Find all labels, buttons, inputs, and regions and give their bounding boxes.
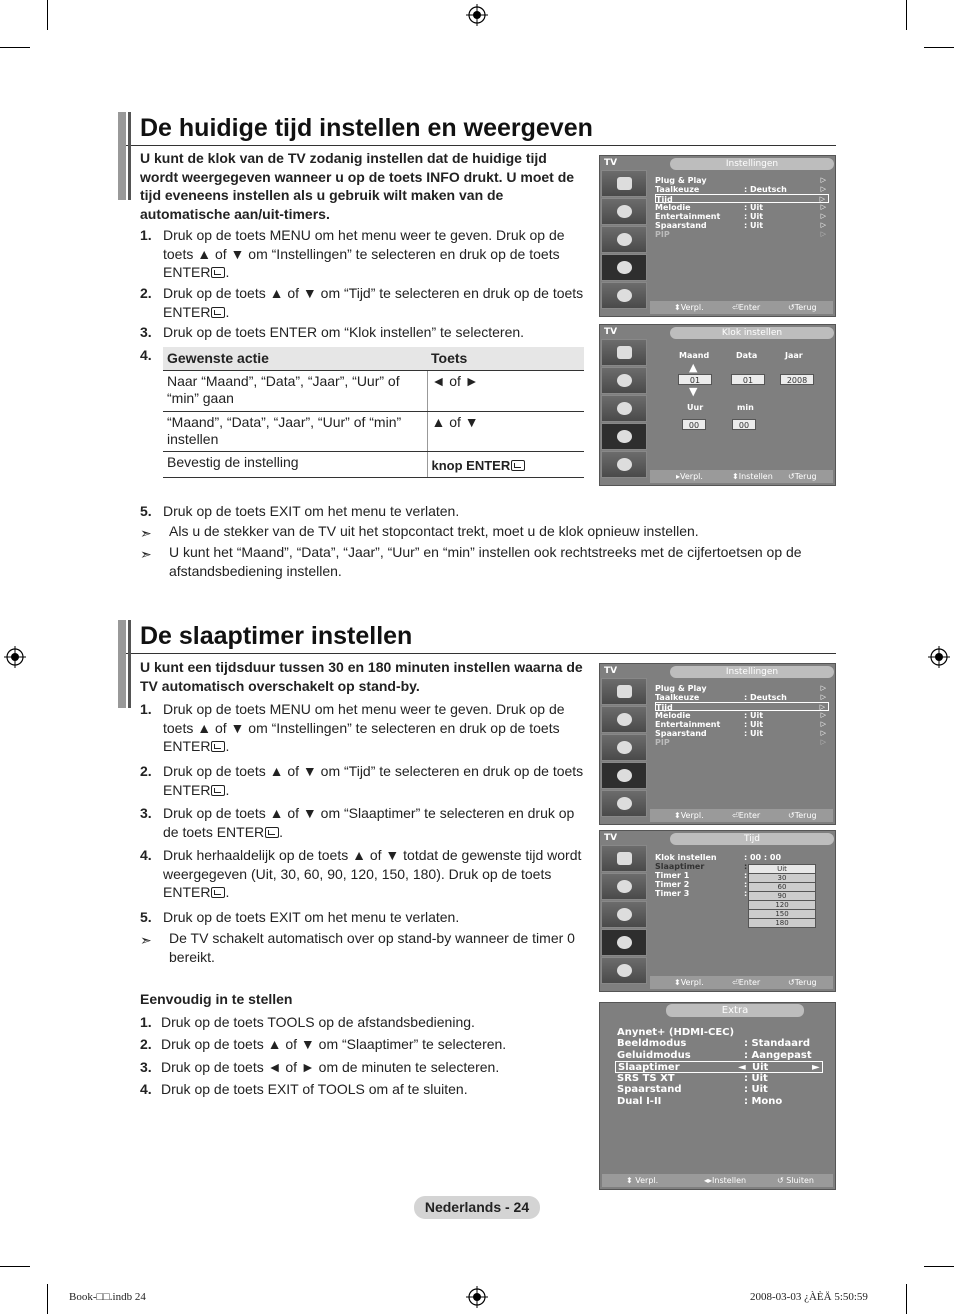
screen-title: Klok instellen bbox=[670, 327, 834, 339]
step-number: 1. bbox=[140, 1014, 152, 1030]
table-cell: Naar “Maand”, “Data”, “Jaar”, “Uur” of “min” gaan bbox=[163, 370, 427, 411]
step-text: Druk op de toets ▲ of ▼ om “Slaaptimer” te selecteren en druk op de toets ENTER . bbox=[163, 805, 575, 840]
step-text-content: Druk op de toets ▲ of ▼ om “Tijd” te selecteren en druk op de toets ENTER bbox=[163, 285, 584, 320]
arrow-right-icon: ▷ bbox=[820, 720, 826, 728]
screen-header bbox=[600, 156, 835, 170]
menu-item-value: : Uit bbox=[744, 203, 764, 212]
footer-label: Verpl. bbox=[680, 472, 703, 481]
menu-item-label: SRS TS XT bbox=[617, 1073, 675, 1084]
footer-label: Instellen bbox=[712, 1176, 747, 1185]
menu-item-label: Tijd bbox=[656, 703, 673, 712]
menu-item-label: Timer 3 bbox=[655, 889, 690, 898]
picture-icon[interactable] bbox=[601, 845, 647, 872]
option-item[interactable]: 30 bbox=[748, 873, 816, 883]
sound-icon[interactable] bbox=[601, 367, 647, 394]
arrow-right-icon: ▷ bbox=[820, 693, 826, 701]
footer-enter: ⏎ Enter bbox=[732, 811, 761, 820]
menu-item-value: : Mono bbox=[744, 1096, 783, 1107]
menu-item-label: PIP bbox=[655, 230, 670, 239]
step-number: 1. bbox=[140, 227, 152, 243]
channel-icon[interactable] bbox=[601, 226, 647, 253]
option-item[interactable]: 120 bbox=[748, 900, 816, 910]
menu-item-label: Melodie bbox=[655, 203, 691, 212]
menu-item-label: Plug & Play bbox=[655, 684, 707, 693]
menu-list bbox=[655, 684, 829, 747]
month-field[interactable]: 01 bbox=[678, 374, 712, 385]
menu-icon-column bbox=[601, 678, 649, 818]
footer-return: ↺ Terug bbox=[788, 978, 817, 987]
menu-item-label: Tijd bbox=[656, 195, 673, 204]
footer-label: Sluiten bbox=[786, 1176, 814, 1185]
setup-gear-icon[interactable] bbox=[601, 254, 647, 281]
note-text: Als u de stekker van de TV uit het stopcontact trekt, moet u de klok opnieuw instellen. bbox=[169, 523, 699, 539]
screen-title: Instellingen bbox=[670, 158, 834, 170]
menu-item-label: Anynet+ (HDMI-CEC) bbox=[617, 1027, 735, 1038]
footer-move: ⬍ Verpl. bbox=[674, 978, 704, 987]
minute-field[interactable]: 00 bbox=[732, 419, 756, 430]
arrow-right-icon: ▷ bbox=[819, 195, 825, 203]
menu-icon-column bbox=[601, 339, 649, 479]
note-arrow-icon: ➣ bbox=[140, 546, 152, 562]
footer-label: Verpl. bbox=[680, 978, 704, 987]
menu-item-label: Timer 2 bbox=[655, 880, 690, 889]
step-text: Druk op de toets MENU om het menu weer te geven. Druk op de toets ▲ of ▼ om “Instellingen” te selecteren en druk op de toets ENTER . bbox=[163, 227, 565, 280]
menu-item[interactable] bbox=[655, 203, 829, 212]
menu-item-label: Entertainment bbox=[655, 212, 721, 221]
page-number-badge: Nederlands - 24 bbox=[414, 1196, 540, 1219]
table-row bbox=[163, 370, 584, 411]
table-cell: ▲ of ▼ bbox=[427, 411, 584, 451]
menu-item-value: : Uit bbox=[744, 1084, 768, 1095]
menu-icon-column bbox=[601, 170, 649, 310]
enter-icon bbox=[211, 741, 225, 752]
date-field[interactable]: 01 bbox=[731, 374, 765, 385]
subsection-title: Eenvoudig in te stellen bbox=[140, 991, 293, 1007]
menu-item-value: : Aangepast bbox=[744, 1050, 812, 1061]
step-text: Druk op de toets ENTER om “Klok instellen” te selecteren. bbox=[163, 324, 525, 340]
note-text: De TV schakelt automatisch over op stand-by wanneer de timer 0 bereikt. bbox=[169, 930, 575, 965]
field-label: Jaar bbox=[785, 351, 803, 360]
step-text-content: Druk op de toets MENU om het menu weer te geven. Druk op de toets ▲ of ▼ om “Instellingen” te selecteren en druk op de toets ENTER bbox=[163, 701, 565, 754]
input-icon[interactable] bbox=[601, 790, 647, 817]
menu-item[interactable] bbox=[655, 212, 829, 221]
setup-gear-icon[interactable] bbox=[601, 762, 647, 789]
screen-title: Tijd bbox=[670, 833, 834, 845]
enter-icon bbox=[265, 827, 279, 838]
arrow-right-icon: ▷ bbox=[820, 212, 826, 220]
enter-icon bbox=[211, 887, 225, 898]
menu-item[interactable] bbox=[617, 1084, 825, 1095]
tv-screen-klok bbox=[599, 324, 836, 486]
channel-icon[interactable] bbox=[601, 734, 647, 761]
title-accent-bar bbox=[128, 112, 131, 200]
step-number: 3. bbox=[140, 805, 152, 821]
menu-item-disabled bbox=[655, 738, 829, 747]
tv-screen-extra bbox=[599, 1002, 836, 1190]
registration-mark-icon bbox=[4, 646, 26, 668]
menu-item-label: Plug & Play bbox=[655, 176, 707, 185]
channel-icon[interactable] bbox=[601, 901, 647, 928]
step-text-content: Druk op de toets ▲ of ▼ om “Tijd” te selecteren en druk op de toets ENTER bbox=[163, 763, 584, 798]
table-header: Toets bbox=[427, 347, 584, 370]
setup-gear-icon[interactable] bbox=[601, 423, 647, 450]
note-arrow-icon: ➣ bbox=[140, 932, 152, 948]
footer-label: Enter bbox=[738, 811, 761, 820]
menu-item-value: : Deutsch bbox=[744, 693, 787, 702]
footer-label: Verpl. bbox=[680, 303, 704, 312]
footer-close: ↺ Sluiten bbox=[777, 1176, 814, 1185]
menu-item-selected[interactable] bbox=[655, 702, 829, 711]
menu-item[interactable] bbox=[655, 221, 829, 230]
step-number: 5. bbox=[140, 503, 152, 519]
tv-screen-tijd bbox=[599, 830, 836, 992]
step-number: 3. bbox=[140, 1059, 152, 1075]
menu-item-value: : Uit bbox=[744, 1073, 768, 1084]
page-title: De slaaptimer instellen bbox=[140, 622, 413, 650]
menu-item-value: : Uit bbox=[744, 212, 764, 221]
picture-icon[interactable] bbox=[601, 170, 647, 197]
tv-screen-instellingen bbox=[599, 155, 836, 317]
table-row bbox=[163, 411, 584, 451]
screen-header bbox=[600, 325, 835, 339]
step-number: 2. bbox=[140, 763, 152, 779]
crop-mark bbox=[0, 47, 30, 48]
footer-move: ⬍ Verpl. bbox=[626, 1176, 659, 1185]
footer-return: ↺ Terug bbox=[788, 303, 817, 312]
footer-adjust: ◂▸Instellen bbox=[704, 1176, 747, 1185]
footer-label: Terug bbox=[794, 303, 817, 312]
step-number: 2. bbox=[140, 1036, 152, 1052]
sound-icon[interactable] bbox=[601, 198, 647, 225]
sleep-timer-options bbox=[748, 864, 816, 928]
footer-adjust: ⬍ Instellen bbox=[732, 472, 773, 481]
arrow-right-icon[interactable]: ► bbox=[812, 1062, 820, 1073]
footer-label: Instellen bbox=[738, 472, 773, 481]
year-field[interactable]: 2008 bbox=[780, 374, 814, 385]
footer-label: Terug bbox=[794, 811, 817, 820]
crop-mark bbox=[906, 1284, 907, 1314]
step-text: Druk herhaaldelijk op de toets ▲ of ▼ totdat de gewenste tijd wordt weergegeven (Uit, 30, 60, 90, 120, 150, 180). Druk op de toets ENTER . bbox=[163, 847, 582, 900]
menu-item-value: : 00 : 00 bbox=[744, 853, 782, 862]
setup-gear-icon[interactable] bbox=[601, 929, 647, 956]
footer-label: Enter bbox=[738, 303, 761, 312]
crop-mark bbox=[924, 47, 954, 48]
menu-item[interactable] bbox=[617, 1027, 825, 1038]
screen-footer bbox=[650, 470, 833, 483]
input-icon[interactable] bbox=[601, 451, 647, 478]
step-number: 1. bbox=[140, 701, 152, 717]
arrow-right-icon: ▷ bbox=[820, 684, 826, 692]
crop-mark bbox=[47, 1284, 48, 1314]
enter-icon bbox=[211, 307, 225, 318]
crop-mark bbox=[47, 0, 48, 30]
menu-item[interactable] bbox=[655, 720, 829, 729]
menu-icon-column bbox=[601, 845, 649, 985]
step-number: 4. bbox=[140, 347, 152, 363]
registration-mark-icon bbox=[466, 1286, 488, 1308]
option-item[interactable]: 180 bbox=[748, 918, 816, 928]
footer-label: Enter bbox=[738, 978, 761, 987]
step-number: 2. bbox=[140, 285, 152, 301]
menu-item-label: Spaarstand bbox=[655, 729, 707, 738]
menu-item[interactable] bbox=[655, 176, 829, 185]
step-number: 3. bbox=[140, 324, 152, 340]
step-text-content: Druk op de toets MENU om het menu weer te geven. Druk op de toets ▲ of ▼ om “Instellingen” te selecteren en druk op de toets ENTER bbox=[163, 227, 565, 280]
menu-item-label: Beeldmodus bbox=[617, 1038, 687, 1049]
footer-label: Terug bbox=[794, 472, 817, 481]
menu-item-label: Geluidmodus bbox=[617, 1050, 691, 1061]
menu-item-label: Spaarstand bbox=[655, 221, 707, 230]
menu-item-label: Taalkeuze bbox=[655, 185, 700, 194]
footer-label: Terug bbox=[794, 978, 817, 987]
field-label: Data bbox=[736, 351, 758, 360]
footer-return: ↺ Terug bbox=[788, 811, 817, 820]
picture-icon[interactable] bbox=[601, 339, 647, 366]
note-arrow-icon: ➣ bbox=[140, 525, 152, 541]
step-text: Druk op de toets ▲ of ▼ om “Slaaptimer” te selecteren. bbox=[161, 1036, 507, 1052]
menu-item-value: : Uit bbox=[744, 720, 764, 729]
arrow-right-icon: ▷ bbox=[820, 176, 826, 184]
footer-enter: ⏎ Enter bbox=[732, 978, 761, 987]
tv-label: TV bbox=[604, 158, 618, 168]
menu-item-value: : bbox=[744, 862, 748, 871]
arrow-right-icon: ▷ bbox=[820, 230, 826, 238]
step-number: 4. bbox=[140, 847, 152, 863]
section-title bbox=[118, 112, 836, 146]
menu-item-value: : bbox=[744, 889, 748, 898]
tv-label: TV bbox=[604, 666, 618, 676]
key-table bbox=[163, 347, 584, 478]
menu-item-label: Entertainment bbox=[655, 720, 721, 729]
menu-item[interactable] bbox=[655, 693, 829, 702]
note-text: U kunt het “Maand”, “Data”, “Jaar”, “Uur” en “min” instellen ook rechtstreeks met de cijfertoetsen op de afstandsbediening instellen. bbox=[169, 544, 802, 579]
menu-item-value: Uit bbox=[752, 1062, 769, 1073]
screen-title: Extra bbox=[666, 1004, 804, 1017]
table-header: Gewenste actie bbox=[163, 347, 427, 370]
menu-item[interactable] bbox=[617, 1050, 825, 1061]
menu-item[interactable] bbox=[617, 1038, 825, 1049]
footer-label: Verpl. bbox=[635, 1176, 659, 1185]
step-text: Druk op de toets EXIT om het menu te verlaten. bbox=[163, 909, 460, 925]
menu-item-value: : Uit bbox=[744, 221, 764, 230]
print-slug-left: Book-□□.indb 24 bbox=[69, 1291, 146, 1303]
option-item[interactable]: 150 bbox=[748, 909, 816, 919]
menu-item-label: Klok instellen bbox=[655, 853, 717, 862]
crop-mark bbox=[924, 1266, 954, 1267]
print-slug-right: 2008-03-03 ¿ÀÈÄ 5:50:59 bbox=[750, 1291, 868, 1303]
arrow-right-icon: ▷ bbox=[820, 203, 826, 211]
title-accent-bar bbox=[128, 620, 131, 708]
menu-item[interactable] bbox=[655, 729, 829, 738]
step-text: Druk op de toets MENU om het menu weer te geven. Druk op de toets ▲ of ▼ om “Instellingen” te selecteren en druk op de toets ENTER . bbox=[163, 701, 565, 754]
screen-footer bbox=[650, 301, 833, 314]
field-label: Uur bbox=[687, 403, 704, 412]
menu-item[interactable] bbox=[655, 853, 829, 862]
menu-item-selected[interactable] bbox=[615, 1061, 823, 1073]
step-text: Druk op de toets EXIT of TOOLS om af te sluiten. bbox=[161, 1081, 468, 1097]
section-title bbox=[118, 620, 836, 654]
menu-item-selected[interactable] bbox=[655, 194, 829, 203]
footer-return: ↺ Terug bbox=[788, 472, 817, 481]
menu-item[interactable] bbox=[655, 711, 829, 720]
menu-item[interactable] bbox=[655, 684, 829, 693]
enter-icon bbox=[211, 267, 225, 278]
menu-item[interactable] bbox=[617, 1073, 825, 1084]
footer-enter: ⏎ Enter bbox=[732, 303, 761, 312]
tv-label: TV bbox=[604, 327, 618, 337]
title-accent-bar bbox=[118, 112, 126, 200]
picture-icon[interactable] bbox=[601, 678, 647, 705]
menu-item-label: Melodie bbox=[655, 711, 691, 720]
footer-move: ⬍ Verpl. bbox=[674, 303, 704, 312]
menu-item-value: : Deutsch bbox=[744, 185, 787, 194]
menu-list bbox=[655, 176, 829, 239]
table-cell bbox=[427, 451, 584, 477]
page-title: De huidige tijd instellen en weergeven bbox=[140, 114, 593, 142]
arrow-right-icon: ▷ bbox=[820, 738, 826, 746]
menu-item-label: Taalkeuze bbox=[655, 693, 700, 702]
menu-item-label: Dual I-II bbox=[617, 1096, 662, 1107]
enter-icon bbox=[511, 460, 525, 471]
table-row bbox=[163, 451, 584, 477]
step-text: Druk op de toets TOOLS op de afstandsbediening. bbox=[161, 1014, 475, 1030]
option-item[interactable]: Uit bbox=[748, 864, 816, 874]
channel-icon[interactable] bbox=[601, 395, 647, 422]
hour-field[interactable]: 00 bbox=[682, 419, 706, 430]
menu-item-label: Spaarstand bbox=[617, 1084, 682, 1095]
field-label: Maand bbox=[679, 351, 710, 360]
crop-mark bbox=[906, 0, 907, 30]
arrow-right-icon: ▷ bbox=[820, 711, 826, 719]
crop-mark bbox=[0, 1266, 30, 1267]
arrow-right-icon: ▷ bbox=[819, 703, 825, 711]
menu-item-value: : bbox=[744, 871, 748, 880]
screen-header bbox=[600, 831, 835, 845]
sound-icon[interactable] bbox=[601, 873, 647, 900]
registration-mark-icon bbox=[466, 4, 488, 26]
step-text: Druk op de toets EXIT om het menu te verlaten. bbox=[163, 503, 460, 519]
intro-text: U kunt de klok van de TV zodanig instellen dat de huidige tijd wordt weergegeven wanneer u op de toets INFO drukt. U moet de tijd eveneens instellen als u gebruik wilt maken van de automatische aan/uit-timers. bbox=[140, 150, 575, 222]
arrow-right-icon: ▷ bbox=[820, 729, 826, 737]
footer-move: ⬍ Verpl. bbox=[674, 811, 704, 820]
menu-item-label: PIP bbox=[655, 738, 670, 747]
menu-item-value: : Uit bbox=[744, 729, 764, 738]
screen-footer bbox=[602, 1174, 833, 1187]
step-text-content: Druk herhaaldelijk op de toets ▲ of ▼ totdat de gewenste tijd wordt weergegeven (Uit, 30, 60, 90, 120, 150, 180). Druk op de toets ENTER bbox=[163, 847, 582, 900]
title-accent-bar bbox=[118, 620, 126, 708]
step-number: 5. bbox=[140, 909, 152, 925]
menu-item[interactable] bbox=[655, 185, 829, 194]
arrow-right-icon: ▷ bbox=[820, 185, 826, 193]
arrow-right-icon: ▷ bbox=[820, 221, 826, 229]
footer-label: Verpl. bbox=[680, 811, 704, 820]
table-cell: ◄ of ► bbox=[427, 370, 584, 411]
registration-mark-icon bbox=[928, 646, 950, 668]
enter-icon bbox=[211, 785, 225, 796]
intro-text: U kunt een tijdsduur tussen 30 en 180 minuten instellen waarna de TV automatisch overschakelt op stand-by. bbox=[140, 659, 583, 694]
menu-item-value: : Standaard bbox=[744, 1038, 811, 1049]
table-cell: Bevestig de instelling bbox=[163, 451, 427, 477]
table-cell: “Maand”, “Data”, “Jaar”, “Uur” of “min” instellen bbox=[163, 411, 427, 451]
menu-item-label: Timer 1 bbox=[655, 871, 690, 880]
tv-label: TV bbox=[604, 833, 618, 843]
tv-screen-instellingen-2 bbox=[599, 663, 836, 825]
screen-footer bbox=[650, 809, 833, 822]
field-label: min bbox=[737, 403, 754, 412]
up-arrow-icon: ▲ bbox=[689, 361, 698, 374]
menu-item-value: : bbox=[744, 880, 748, 889]
footer-move: ▸ Verpl. bbox=[676, 472, 703, 481]
sound-icon[interactable] bbox=[601, 706, 647, 733]
option-item[interactable]: 90 bbox=[748, 891, 816, 901]
option-item[interactable]: 60 bbox=[748, 882, 816, 892]
step-text-content: Druk op de toets ▲ of ▼ om “Slaaptimer” te selecteren en druk op de toets ENTER bbox=[163, 805, 575, 840]
step-text: Druk op de toets ▲ of ▼ om “Tijd” te selecteren en druk op de toets ENTER . bbox=[163, 285, 584, 320]
menu-item-label: Slaaptimer bbox=[655, 862, 705, 871]
menu-item-label: Slaaptimer bbox=[618, 1062, 680, 1073]
step-text: Druk op de toets ◄ of ► om de minuten te selecteren. bbox=[161, 1059, 500, 1075]
down-arrow-icon: ▼ bbox=[689, 385, 698, 398]
menu-item[interactable] bbox=[617, 1096, 825, 1107]
input-icon[interactable] bbox=[601, 282, 647, 309]
screen-footer bbox=[650, 976, 833, 989]
input-icon[interactable] bbox=[601, 957, 647, 984]
menu-item-value: : Uit bbox=[744, 711, 764, 720]
table-cell-text: knop ENTER bbox=[431, 457, 511, 473]
screen-header bbox=[600, 664, 835, 678]
menu-item-disabled bbox=[655, 230, 829, 239]
arrow-left-icon[interactable]: ◄ bbox=[738, 1062, 746, 1073]
screen-title: Instellingen bbox=[670, 666, 834, 678]
step-text: Druk op de toets ▲ of ▼ om “Tijd” te selecteren en druk op de toets ENTER . bbox=[163, 763, 584, 798]
step-number: 4. bbox=[140, 1081, 152, 1097]
